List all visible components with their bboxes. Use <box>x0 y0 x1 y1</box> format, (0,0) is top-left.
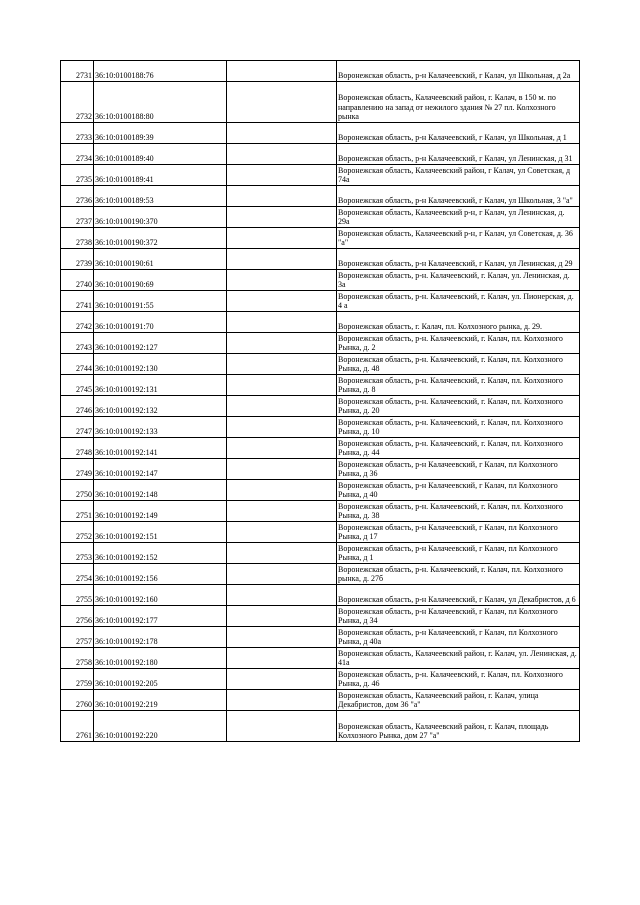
address-cell: Воронежская область, р-н. Калачеевский, г. Калач, ул. Ленинская, д. 3а <box>337 270 580 291</box>
address-cell: Воронежская область, Калачеевский район, г. Калач, площадь Колхозного Рынка, дом 27 "а" <box>337 711 580 742</box>
row-number-cell: 2731 <box>61 61 94 82</box>
table-row <box>61 501 580 522</box>
address-cell: Воронежская область, р-н. Калачеевский, г. Калач, пл. Колхозного Рынка, д. 8 <box>337 375 580 396</box>
row-number-cell: 2751 <box>61 501 94 522</box>
table-row <box>61 627 580 648</box>
table-row <box>61 564 580 585</box>
row-number-cell: 2756 <box>61 606 94 627</box>
address-cell: Воронежская область, р-н. Калачеевский, г. Калач, пл. Колхозного Рынка, д. 2 <box>337 333 580 354</box>
row-number-cell: 2741 <box>61 291 94 312</box>
empty-cell <box>227 690 337 711</box>
address-cell: Воронежская область, р-н Калачеевский, г Калач, ул Ленинская, д 31 <box>337 144 580 165</box>
table-row <box>61 228 580 249</box>
empty-cell <box>227 627 337 648</box>
address-cell: Воронежская область, р-н Калачеевский, г Калач, ул Школьная, д 2а <box>337 61 580 82</box>
cadastral-number-cell: 36:10:0100190:69 <box>94 270 227 291</box>
empty-cell <box>227 333 337 354</box>
table-row <box>61 606 580 627</box>
table-row <box>61 522 580 543</box>
empty-cell <box>227 249 337 270</box>
table-row <box>61 312 580 333</box>
row-number-cell: 2742 <box>61 312 94 333</box>
cadastral-number-cell: 36:10:0100190:370 <box>94 207 227 228</box>
cadastral-number-cell: 36:10:0100192:147 <box>94 459 227 480</box>
cadastral-number-cell: 36:10:0100192:180 <box>94 648 227 669</box>
row-number-cell: 2732 <box>61 82 94 123</box>
row-number-cell: 2758 <box>61 648 94 669</box>
empty-cell <box>227 396 337 417</box>
address-cell: Воронежская область, р-н. Калачеевский, г. Калач, пл. Колхозного Рынка, д. 38 <box>337 501 580 522</box>
empty-cell <box>227 648 337 669</box>
empty-cell <box>227 228 337 249</box>
address-cell: Воронежская область, Калачеевский район, г Калач, ул Советская, д 74а <box>337 165 580 186</box>
cadastral-number-cell: 36:10:0100192:219 <box>94 690 227 711</box>
row-number-cell: 2752 <box>61 522 94 543</box>
empty-cell <box>227 417 337 438</box>
address-cell: Воронежская область, р-н. Калачеевский, г. Калач, пл. Колхозного Рынка, д. 10 <box>337 417 580 438</box>
cadastral-number-cell: 36:10:0100192:141 <box>94 438 227 459</box>
address-cell: Воронежская область, р-н Калачеевский, г Калач, ул Ленинская, д 29 <box>337 249 580 270</box>
row-number-cell: 2757 <box>61 627 94 648</box>
empty-cell <box>227 711 337 742</box>
address-cell: Воронежская область, р-н Калачеевский, г Калач, пл Колхозного Рынка, д 17 <box>337 522 580 543</box>
address-cell: Воронежская область, р-н Калачеевский, г Калач, пл Колхозного Рынка, д 40 <box>337 480 580 501</box>
cadastral-number-cell: 36:10:0100192:130 <box>94 354 227 375</box>
cadastral-number-cell: 36:10:0100189:40 <box>94 144 227 165</box>
address-cell: Воронежская область, р-н. Калачеевский, г. Калач, пл. Колхозного Рынка, д. 48 <box>337 354 580 375</box>
row-number-cell: 2750 <box>61 480 94 501</box>
row-number-cell: 2736 <box>61 186 94 207</box>
row-number-cell: 2743 <box>61 333 94 354</box>
address-cell: Воронежская область, Калачеевский район, г. Калач, в 150 м. по направлению на запад от нежилого здания № 27 пл. Колхозного рынка <box>337 82 580 123</box>
table-row <box>61 375 580 396</box>
table-row <box>61 690 580 711</box>
table-row <box>61 354 580 375</box>
table-row <box>61 207 580 228</box>
row-number-cell: 2733 <box>61 123 94 144</box>
row-number-cell: 2753 <box>61 543 94 564</box>
cadastral-number-cell: 36:10:0100189:41 <box>94 165 227 186</box>
address-cell: Воронежская область, р-н Калачеевский, г Калач, пл Колхозного Рынка, д 1 <box>337 543 580 564</box>
table-row <box>61 438 580 459</box>
table-row <box>61 585 580 606</box>
address-cell: Воронежская область, р-н Калачеевский, г Калач, ул Декабристов, д 6 <box>337 585 580 606</box>
address-cell: Воронежская область, р-н Калачеевский, г Калач, ул Школьная, д 1 <box>337 123 580 144</box>
row-number-cell: 2746 <box>61 396 94 417</box>
row-number-cell: 2738 <box>61 228 94 249</box>
empty-cell <box>227 123 337 144</box>
table-row <box>61 417 580 438</box>
row-number-cell: 2737 <box>61 207 94 228</box>
empty-cell <box>227 82 337 123</box>
empty-cell <box>227 186 337 207</box>
table-row <box>61 669 580 690</box>
row-number-cell: 2745 <box>61 375 94 396</box>
empty-cell <box>227 270 337 291</box>
row-number-cell: 2734 <box>61 144 94 165</box>
address-cell: Воронежская область, р-н Калачеевский, г Калач, пл Колхозного Рынка, д 40а <box>337 627 580 648</box>
empty-cell <box>227 144 337 165</box>
row-number-cell: 2744 <box>61 354 94 375</box>
land-plot-register-table <box>60 60 580 742</box>
table-row <box>61 711 580 742</box>
empty-cell <box>227 669 337 690</box>
cadastral-number-cell: 36:10:0100189:53 <box>94 186 227 207</box>
row-number-cell: 2747 <box>61 417 94 438</box>
row-number-cell: 2754 <box>61 564 94 585</box>
row-number-cell: 2735 <box>61 165 94 186</box>
table-row <box>61 480 580 501</box>
table-row <box>61 396 580 417</box>
table-row <box>61 61 580 82</box>
row-number-cell: 2755 <box>61 585 94 606</box>
cadastral-number-cell: 36:10:0100192:127 <box>94 333 227 354</box>
empty-cell <box>227 480 337 501</box>
empty-cell <box>227 606 337 627</box>
cadastral-number-cell: 36:10:0100188:80 <box>94 82 227 123</box>
cadastral-number-cell: 36:10:0100192:178 <box>94 627 227 648</box>
table-row <box>61 249 580 270</box>
cadastral-number-cell: 36:10:0100192:205 <box>94 669 227 690</box>
cadastral-number-cell: 36:10:0100192:149 <box>94 501 227 522</box>
row-number-cell: 2761 <box>61 711 94 742</box>
cadastral-number-cell: 36:10:0100192:152 <box>94 543 227 564</box>
table-row <box>61 459 580 480</box>
table-row <box>61 270 580 291</box>
row-number-cell: 2739 <box>61 249 94 270</box>
row-number-cell: 2749 <box>61 459 94 480</box>
cadastral-number-cell: 36:10:0100192:131 <box>94 375 227 396</box>
empty-cell <box>227 438 337 459</box>
table-row <box>61 82 580 123</box>
empty-cell <box>227 459 337 480</box>
cadastral-number-cell: 36:10:0100192:133 <box>94 417 227 438</box>
cadastral-number-cell: 36:10:0100192:220 <box>94 711 227 742</box>
table-row <box>61 144 580 165</box>
row-number-cell: 2740 <box>61 270 94 291</box>
cadastral-number-cell: 36:10:0100189:39 <box>94 123 227 144</box>
row-number-cell: 2748 <box>61 438 94 459</box>
table-row <box>61 543 580 564</box>
address-cell: Воронежская область, р-н. Калачеевский, г. Калач, пл. Колхозного рынка, д. 27б <box>337 564 580 585</box>
address-cell: Воронежская область, р-н. Калачеевский, г. Калач, пл. Колхозного Рынка, д. 44 <box>337 438 580 459</box>
row-number-cell: 2759 <box>61 669 94 690</box>
cadastral-number-cell: 36:10:0100188:76 <box>94 61 227 82</box>
address-cell: Воронежская область, р-н Калачеевский, г Калач, пл Колхозного Рынка, д 34 <box>337 606 580 627</box>
empty-cell <box>227 61 337 82</box>
empty-cell <box>227 375 337 396</box>
table-row <box>61 333 580 354</box>
address-cell: Воронежская область, г. Калач, пл. Колхозного рынка, д. 29. <box>337 312 580 333</box>
empty-cell <box>227 207 337 228</box>
empty-cell <box>227 501 337 522</box>
cadastral-number-cell: 36:10:0100191:55 <box>94 291 227 312</box>
empty-cell <box>227 543 337 564</box>
empty-cell <box>227 522 337 543</box>
cadastral-number-cell: 36:10:0100192:132 <box>94 396 227 417</box>
cadastral-number-cell: 36:10:0100192:148 <box>94 480 227 501</box>
row-number-cell: 2760 <box>61 690 94 711</box>
table-row <box>61 186 580 207</box>
address-cell: Воронежская область, Калачеевский район, г. Калач, улица Декабристов, дом 36 "а" <box>337 690 580 711</box>
address-cell: Воронежская область, Калачеевский р-н, г Калач, ул Советская, д. 36 "а" <box>337 228 580 249</box>
address-cell: Воронежская область, р-н Калачеевский, г Калач, ул Школьная, 3 "а" <box>337 186 580 207</box>
address-cell: Воронежская область, р-н Калачеевский, г Калач, пл Колхозного Рынка, д 36 <box>337 459 580 480</box>
cadastral-number-cell: 36:10:0100192:160 <box>94 585 227 606</box>
table-row <box>61 123 580 144</box>
empty-cell <box>227 564 337 585</box>
empty-cell <box>227 312 337 333</box>
address-cell: Воронежская область, р-н. Калачеевский, г. Калач, пл. Колхозного Рынка, д. 20 <box>337 396 580 417</box>
table-row <box>61 165 580 186</box>
cadastral-number-cell: 36:10:0100192:156 <box>94 564 227 585</box>
empty-cell <box>227 354 337 375</box>
address-cell: Воронежская область, Калачеевский район, г. Калач, ул. Ленинская, д. 41а <box>337 648 580 669</box>
table-row <box>61 291 580 312</box>
cadastral-number-cell: 36:10:0100190:372 <box>94 228 227 249</box>
register-table-body <box>61 61 580 742</box>
cadastral-number-cell: 36:10:0100192:177 <box>94 606 227 627</box>
address-cell: Воронежская область, р-н. Калачеевский, г. Калач, ул. Пионерская, д. 4 а <box>337 291 580 312</box>
cadastral-number-cell: 36:10:0100190:61 <box>94 249 227 270</box>
empty-cell <box>227 585 337 606</box>
address-cell: Воронежская область, р-н. Калачеевский, г. Калач, пл. Колхозного Рынка, д. 46 <box>337 669 580 690</box>
cadastral-number-cell: 36:10:0100191:70 <box>94 312 227 333</box>
table-row <box>61 648 580 669</box>
address-cell: Воронежская область, Калачеевский р-н, г Калач, ул Ленинская, д. 29а <box>337 207 580 228</box>
empty-cell <box>227 165 337 186</box>
empty-cell <box>227 291 337 312</box>
cadastral-number-cell: 36:10:0100192:151 <box>94 522 227 543</box>
